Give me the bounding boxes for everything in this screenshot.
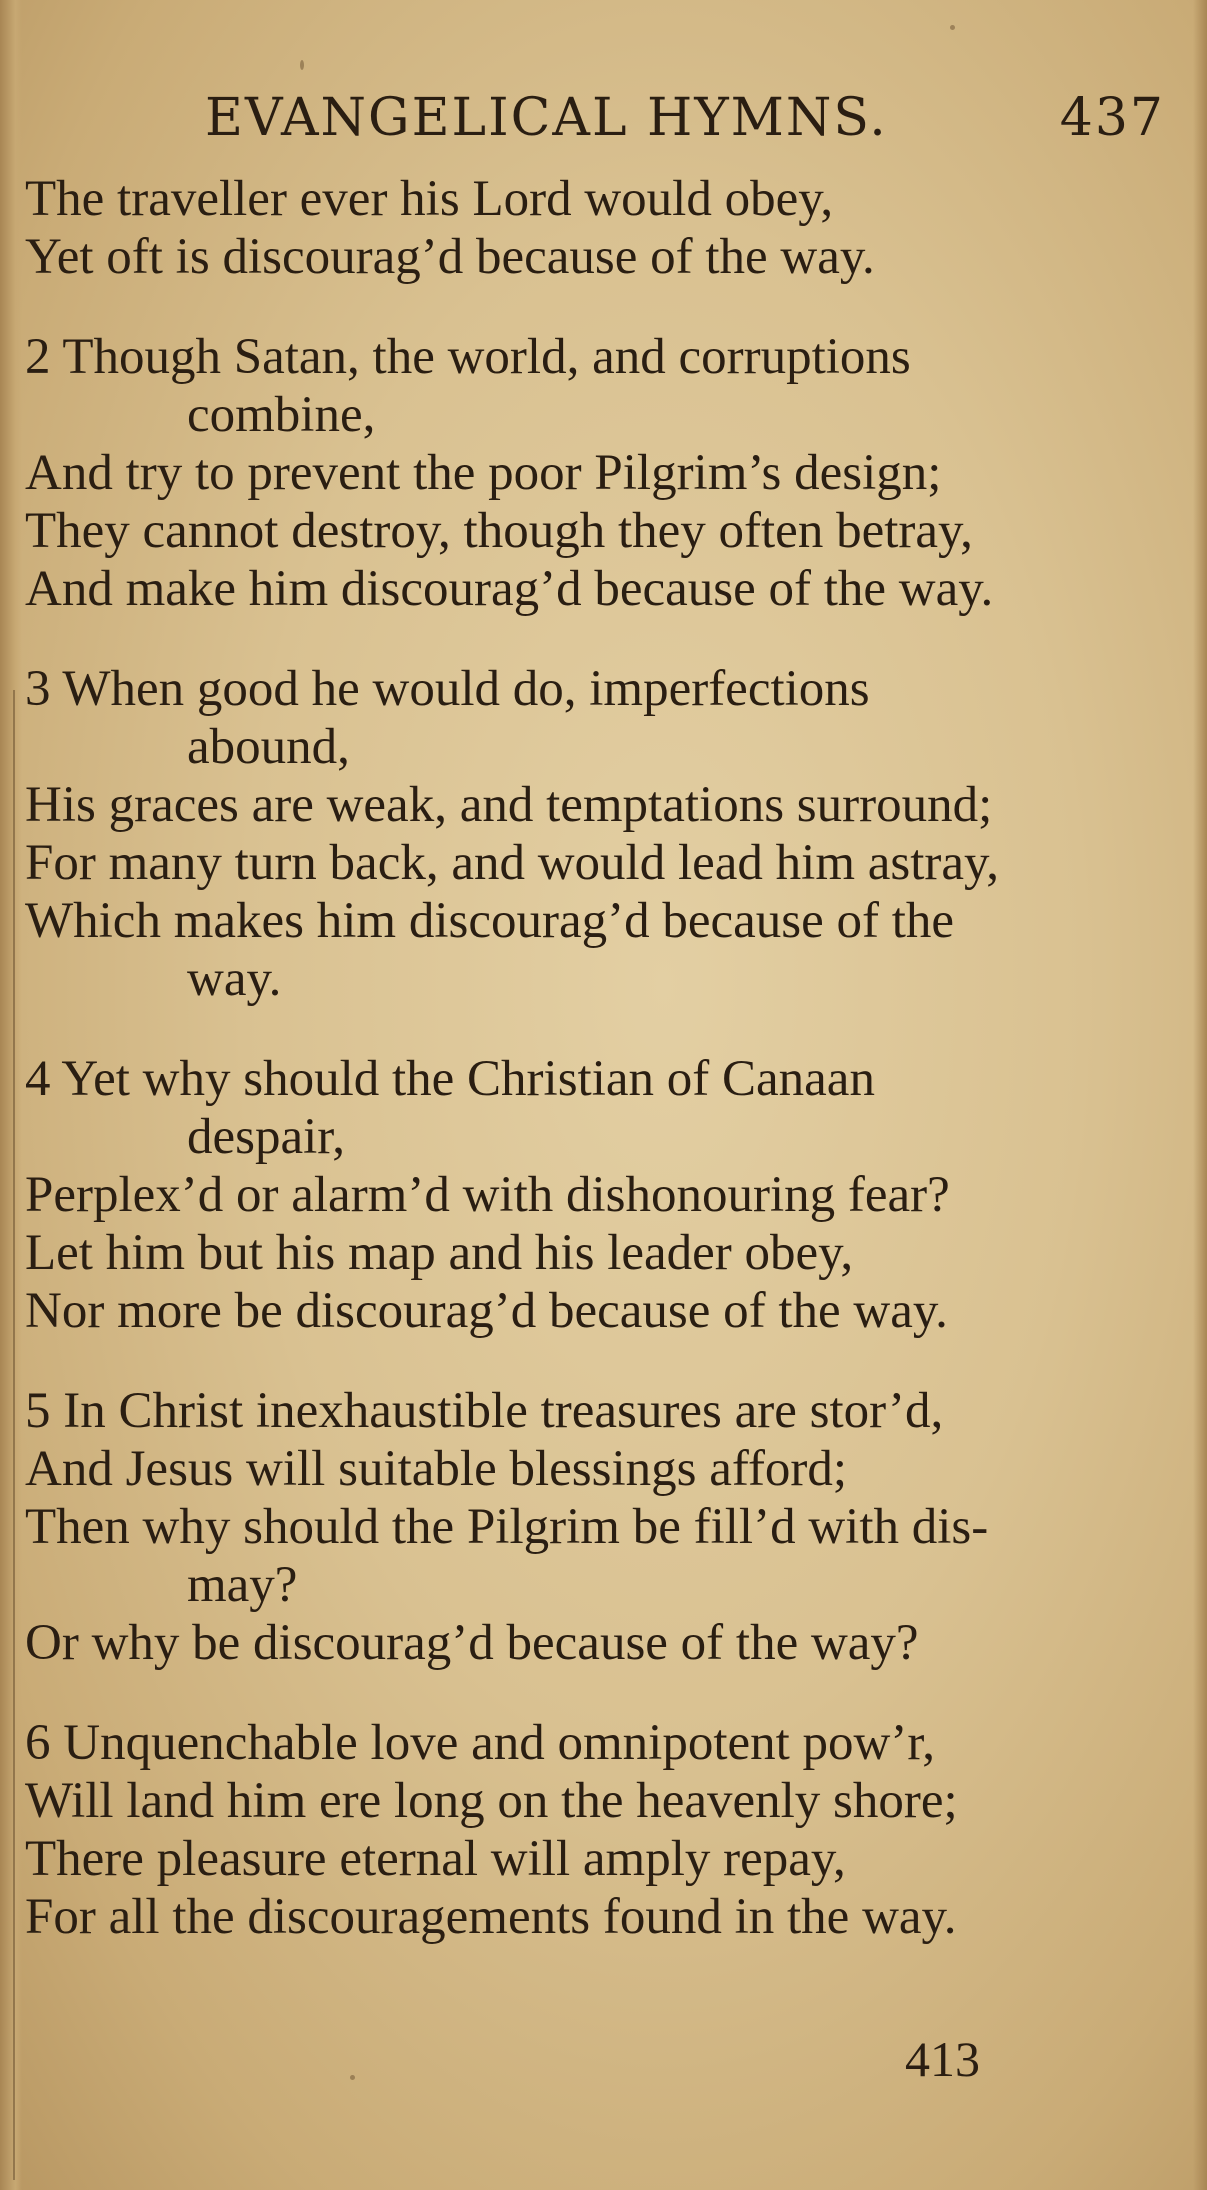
stanza-5-first-line: 5 In Christ inexhaustible treasures are stor’d, — [25, 1383, 944, 1439]
page-edge-right — [1193, 0, 1207, 2190]
stanza-3-first-line: 3 When good he would do, imperfections — [25, 661, 870, 717]
signature-mark: 413 — [905, 2031, 980, 2087]
verse-line: Let him but his map and his leader obey, — [25, 1225, 854, 1281]
stanza-6-first-line: 6 Unquenchable love and omnipotent pow’r, — [25, 1715, 936, 1771]
verse-line-continuation: despair, — [187, 1109, 345, 1165]
verse-line-continuation: may? — [187, 1557, 298, 1613]
verse-line: For many turn back, and would lead him astray, — [25, 835, 999, 891]
verse-line: And Jesus will suitable blessings afford; — [25, 1441, 848, 1497]
verse-line: Yet oft is discourag’d because of the way. — [25, 229, 875, 285]
stanza-2-first-line: 2 Though Satan, the world, and corruptions — [25, 329, 911, 385]
verse-line: There pleasure eternal will amply repay, — [25, 1831, 846, 1887]
page-number: 437 — [1059, 88, 1165, 148]
stanza-4-first-line: 4 Yet why should the Christian of Canaan — [25, 1051, 875, 1107]
paper-speck — [950, 25, 955, 30]
verse-line: And try to prevent the poor Pilgrim’s design; — [25, 445, 942, 501]
verse-line: Will land him ere long on the heavenly shore; — [25, 1773, 958, 1829]
verse-line: Nor more be discourag’d because of the way. — [25, 1283, 948, 1339]
verse-line: Perplex’d or alarm’d with dishonouring fear? — [25, 1167, 950, 1223]
verse-line-continuation: way. — [187, 951, 282, 1007]
verse-line-continuation: abound, — [187, 719, 350, 775]
verse-line-continuation: combine, — [187, 387, 376, 443]
paper-speck — [300, 60, 304, 70]
hymn-text — [25, 170, 1175, 1946]
verse-line: Then why should the Pilgrim be fill’d with dis- — [25, 1499, 989, 1555]
verse-line: His graces are weak, and temptations surround; — [25, 777, 993, 833]
verse-line: Which makes him discourag’d because of the — [25, 893, 955, 949]
verse-line: For all the discouragements found in the way. — [25, 1889, 957, 1945]
running-title: EVANGELICAL HYMNS. — [205, 88, 888, 148]
margin-rule — [13, 690, 15, 2180]
page-edge-left — [0, 0, 22, 2190]
verse-line: They cannot destroy, though they often betray, — [25, 503, 973, 559]
paper-speck — [350, 2075, 355, 2080]
verse-line: Or why be discourag’d because of the way? — [25, 1615, 919, 1671]
verse-line: The traveller ever his Lord would obey, — [25, 171, 834, 227]
running-head — [205, 88, 1165, 158]
verse-line: And make him discourag’d because of the way. — [25, 561, 994, 617]
